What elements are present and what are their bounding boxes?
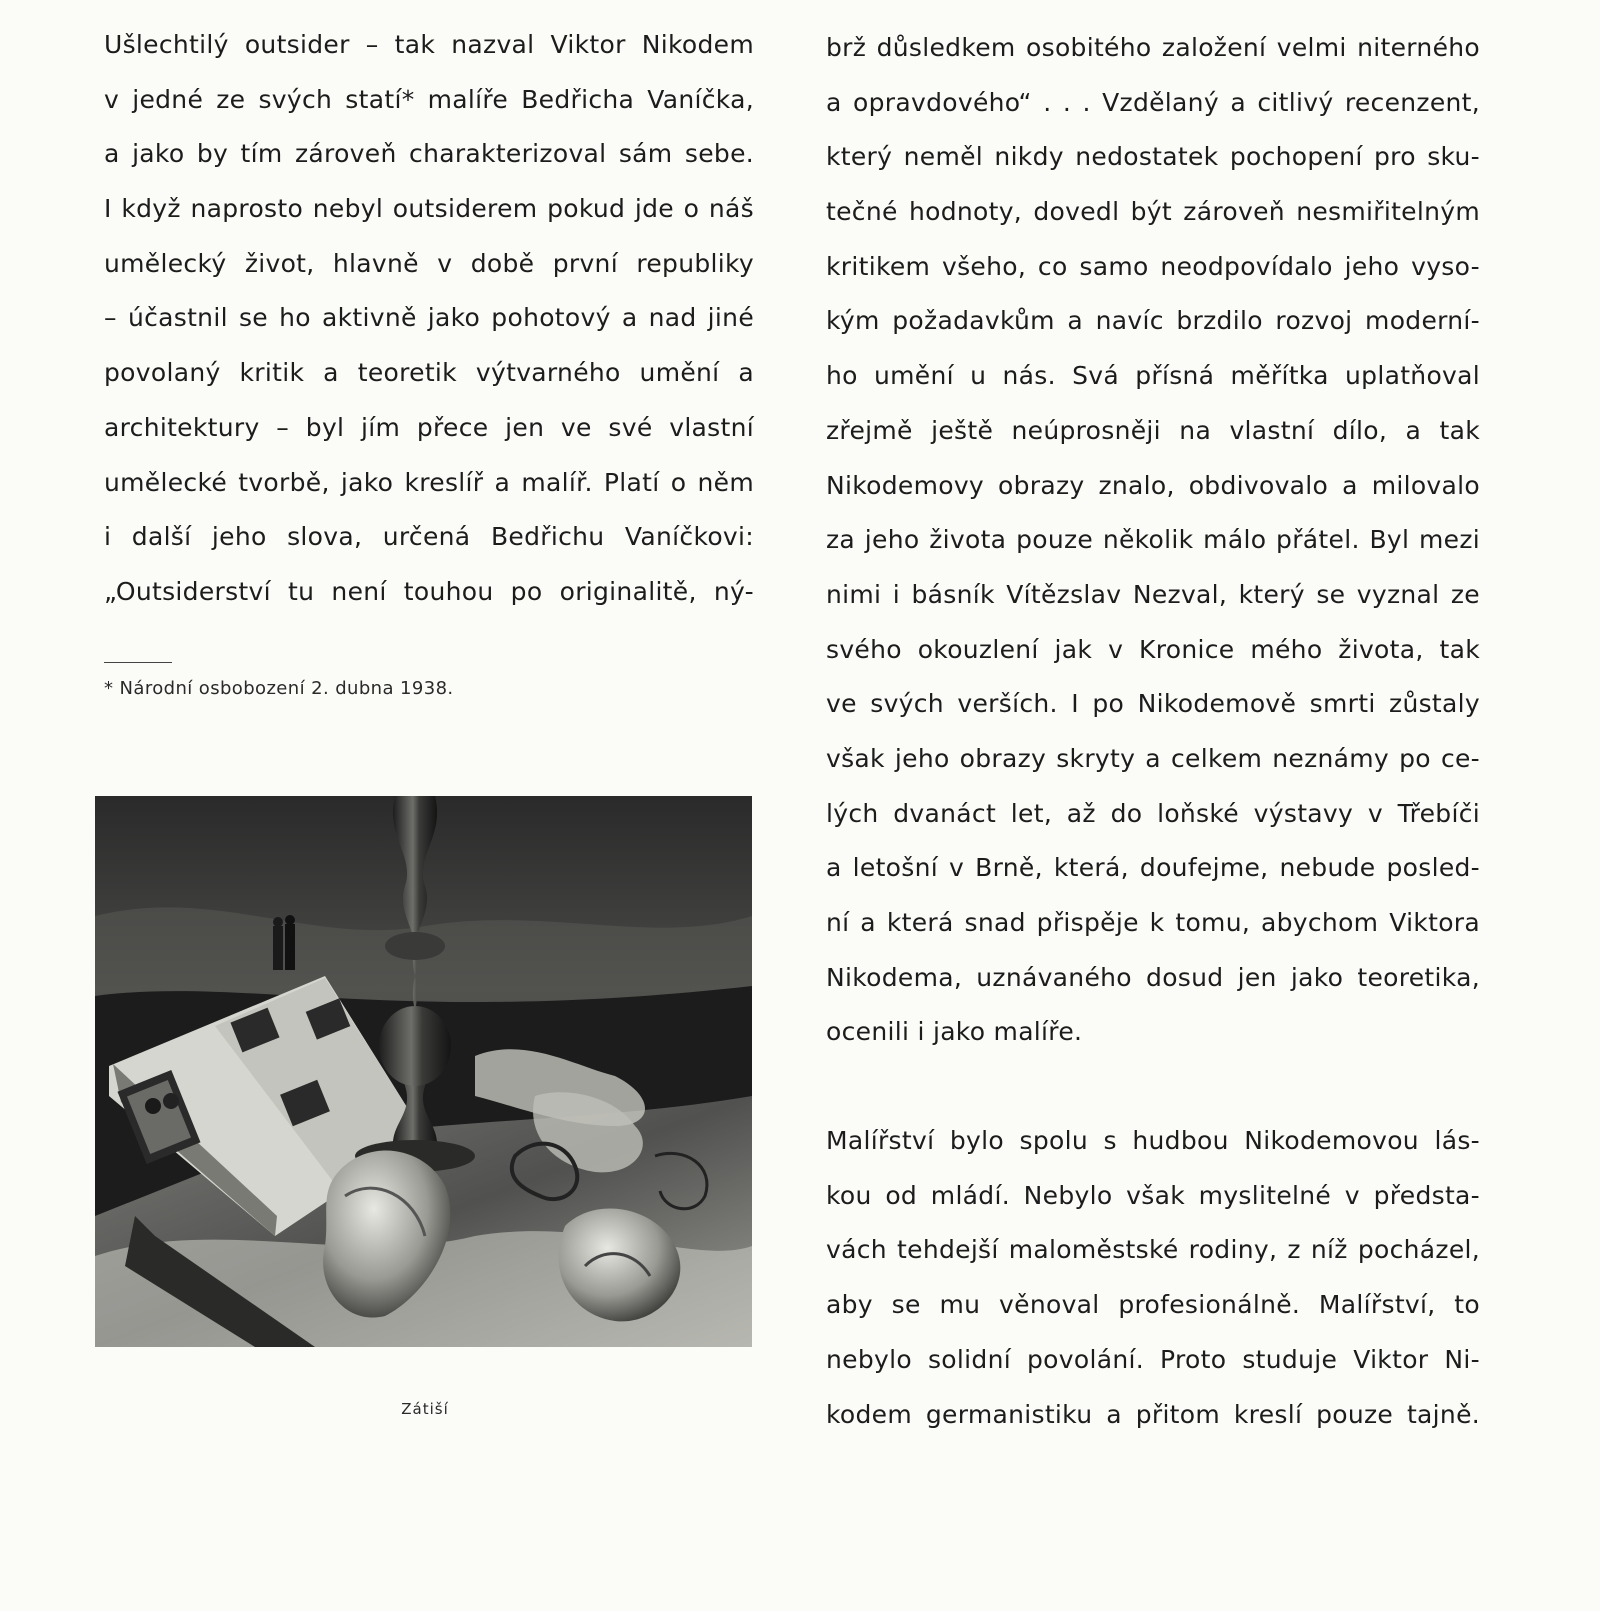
text-line: nebylo solidní povolání. Proto studuje Viktor Ni- — [826, 1344, 1480, 1374]
text-line: kým požadavkům a navíc brzdilo rozvoj moderní- — [826, 306, 1480, 336]
text-line: Nikodema, uznávaného dosud jen jako teoretika, — [826, 962, 1480, 992]
text-line: brž důsledkem osobitého založení velmi niterného — [826, 33, 1480, 62]
text-line: „Outsiderství tu není touhou po originalitě, ný- — [104, 576, 754, 606]
text-line: Malířství bylo spolu s hudbou Nikodemovou lás- — [826, 1126, 1480, 1156]
text-line: ní a která snad přispěje k tomu, abychom Viktora — [826, 908, 1480, 937]
text-line: a jako by tím zároveň charakterizoval sám sebe. — [104, 139, 754, 169]
text-line: umělecké tvorbě, jako kreslíř a malíř. Platí o něm — [104, 467, 754, 497]
text-line: zřejmě ještě neúprosněji na vlastní dílo, a tak — [826, 415, 1480, 445]
text-line: architektury – byl jím přece jen ve své vlastní — [104, 412, 754, 442]
footnote-rule — [104, 662, 172, 663]
footnote: * Národní osbobození 2. dubna 1938. — [104, 678, 454, 699]
text-line: ho umění u nás. Svá přísná měřítka uplatňoval — [826, 361, 1480, 391]
text-line: v jedné ze svých statí* malíře Bedřicha Vaníčka, — [104, 84, 754, 114]
text-line: ve svých verších. I po Nikodemově smrti zůstaly — [826, 689, 1480, 719]
text-line: vách tehdejší maloměstské rodiny, z níž pocházel, — [826, 1235, 1480, 1265]
left-text-column — [104, 18, 754, 620]
text-line: – účastnil se ho aktivně jako pohotový a nad jiné — [104, 303, 754, 333]
text-line: kou od mládí. Nebylo však myslitelné v předsta- — [826, 1180, 1480, 1210]
still-life-painting — [95, 796, 752, 1347]
text-line: nimi i básník Vítězslav Nezval, který se vyznal ze — [826, 579, 1480, 609]
text-line: lých dvanáct let, až do loňské výstavy v Třebíči — [826, 798, 1480, 828]
text-line: který neměl nikdy nedostatek pochopení pro sku- — [826, 142, 1480, 172]
text-line: však jeho obrazy skryty a celkem neznámy po ce- — [826, 743, 1480, 773]
text-line: za jeho života pouze několik málo přátel. Byl mezi — [826, 525, 1480, 555]
text-line: I když naprosto nebyl outsiderem pokud jde o náš — [104, 194, 754, 224]
text-line: tečné hodnoty, dovedl být zároveň nesmiřitelným — [826, 197, 1480, 227]
text-line: umělecký život, hlavně v době první republiky — [104, 248, 754, 278]
text-line: a opravdového“ . . . Vzdělaný a citlivý recenzent, — [826, 87, 1480, 117]
text-line: Ušlechtilý outsider – tak nazval Viktor Nikodem — [104, 30, 754, 59]
text-line: aby se mu věnoval profesionálně. Malířství, to — [826, 1290, 1480, 1320]
text-line: a letošní v Brně, která, doufejme, nebude posled- — [826, 853, 1480, 883]
text-line: kritikem všeho, co samo neodpovídalo jeho vyso- — [826, 251, 1480, 281]
text-line: povolaný kritik a teoretik výtvarného umění a — [104, 358, 754, 388]
text-line: ocenili i jako malíře. — [826, 1017, 1083, 1047]
right-text-column — [826, 21, 1480, 1442]
text-line: kodem germanistiku a přitom kreslí pouze tajně. — [826, 1399, 1480, 1429]
text-line: i další jeho slova, určená Bedřichu Vaníčkovi: — [104, 522, 754, 552]
text-line: svého okouzlení jak v Kronice mého života, tak — [826, 634, 1480, 664]
paragraph-gap — [826, 1060, 1480, 1114]
text-line: Nikodemovy obrazy znalo, obdivovalo a milovalo — [826, 470, 1480, 500]
figure-caption: Zátiší — [401, 1400, 449, 1418]
